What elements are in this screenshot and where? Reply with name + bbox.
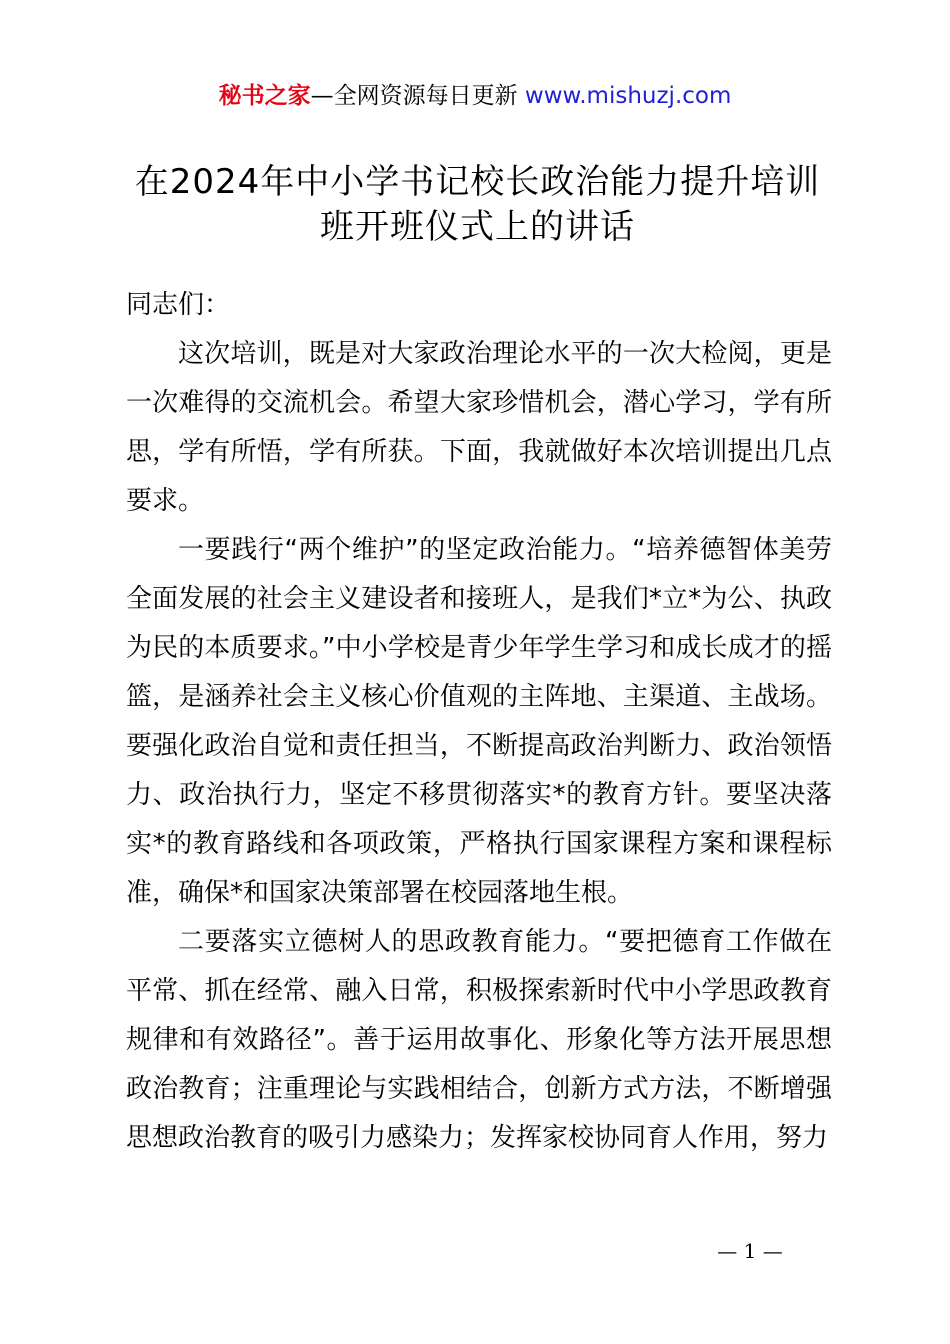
paragraph: 一要践行“两个维护”的坚定政治能力。“培养德智体美劳全面发展的社会主义建设者和接班人，是我们*立*为公、执政为民的本质要求。”中小学校是青少年学生学习和成长成才的摇篮，是涵养社会主义核心价值观的主阵地、主渠道、主战场。要强化政治自觉和责任担当，不断提高政治判断力、政治领悟力、政治执行力，坚定不移贯彻落实*的教育方针。要坚决落实*的教育路线和各项政策，严格执行国家课程方案和课程标准，确保*和国家决策部署在校园落地生根。 [126,535,832,908]
document-body [126,281,832,1163]
site-tagline: —全网资源每日更新 [310,83,525,109]
document-title: 在2024年中小学书记校长政治能力提升培训班开班仪式上的讲话 [134,162,821,247]
site-url-link[interactable]: www.mishuzj.com [524,83,732,109]
site-header [0,78,950,114]
site-brand: 秘书之家 [218,83,311,109]
paragraph: 这次培训，既是对大家政治理论水平的一次大检阅，更是一次难得的交流机会。希望大家珍惜机会，潜心学习，学有所思，学有所悟，学有所获。下面，我就做好本次培训提出几点要求。 [126,339,832,516]
page-number: — 1 — [717,1239,783,1263]
salutation: 同志们： [126,290,231,320]
paragraph: 二要落实立德树人的思政教育能力。“要把德育工作做在平常、抓在经常、融入日常，积极探索新时代中小学思政教育规律和有效路径”。善于运用故事化、形象化等方法开展思想政治教育；注重理论与实践相结合，创新方式方法，不断增强思想政治教育的吸引力感染力；发挥家校协同育人作用，努力 [126,927,832,1153]
